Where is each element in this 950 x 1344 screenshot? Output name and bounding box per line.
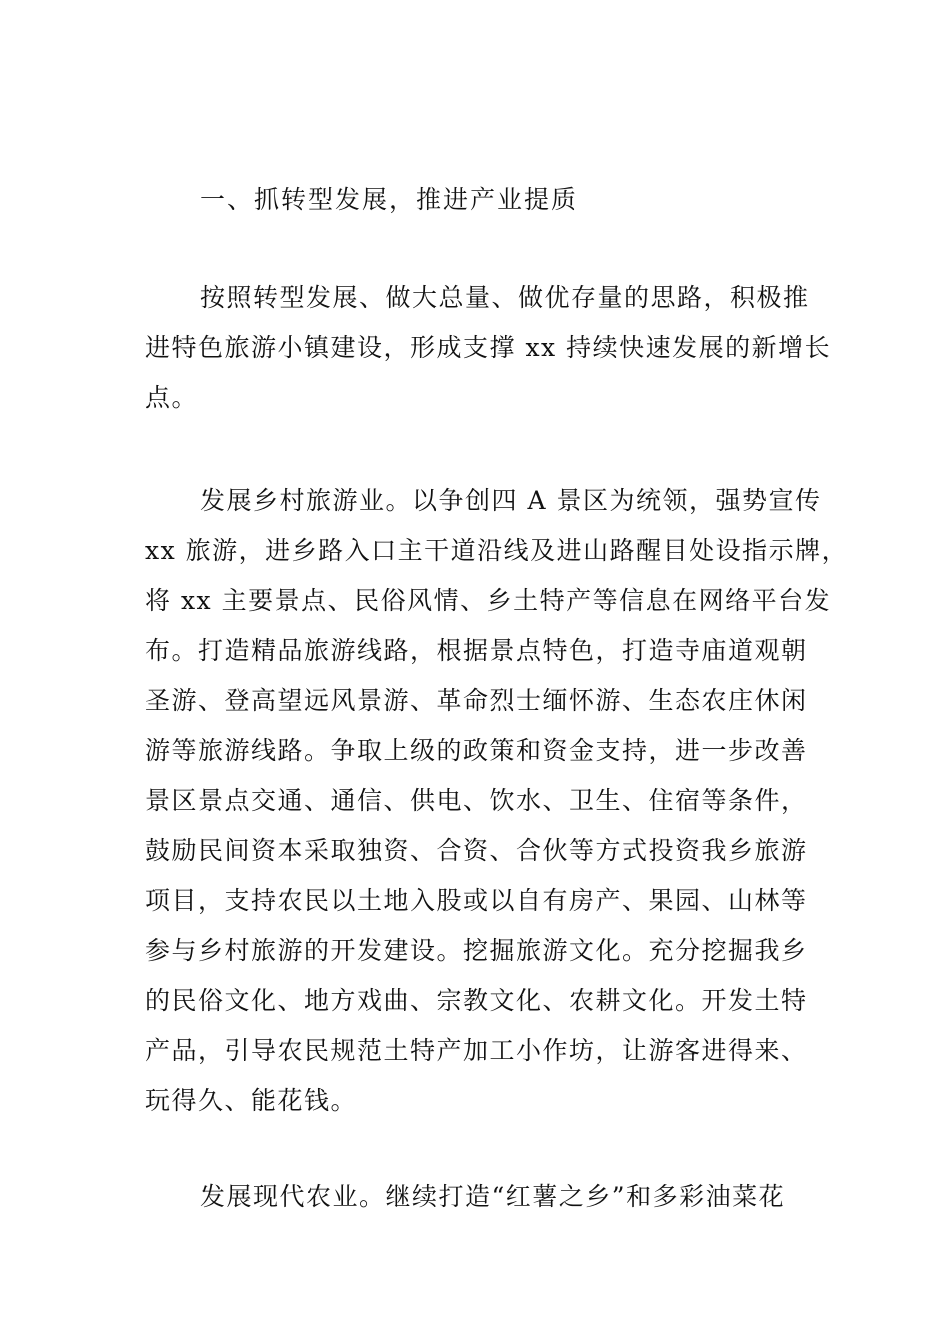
paragraph-line: 玩得久、能花钱。: [145, 1086, 358, 1115]
paragraph-2: [145, 476, 849, 1126]
paragraph-line: 游等旅游线路。争取上级的政策和资金支持，进一步改善: [145, 736, 808, 765]
paragraph-line: 布。打造精品旅游线路，根据景点特色，打造寺庙道观朝: [145, 636, 808, 665]
paragraph-line: 圣游、登高望远风景游、革命烈士缅怀游、生态农庄休闲: [145, 686, 808, 715]
paragraph-line: xx 旅游，进乡路入口主干道沿线及进山路醒目处设指示牌，: [145, 536, 849, 565]
paragraph-line: 发展现代农业。继续打造“红薯之乡”和多彩油菜花: [200, 1182, 786, 1211]
paragraph-line: 鼓励民间资本采取独资、合资、合伙等方式投资我乡旅游: [145, 836, 808, 865]
paragraph-line: 按照转型发展、做大总量、做优存量的思路，积极推: [200, 283, 810, 312]
paragraph-line: 的民俗文化、地方戏曲、宗教文化、农耕文化。开发土特: [145, 986, 808, 1015]
paragraph-line: 景区景点交通、通信、供电、饮水、卫生、住宿等条件，: [145, 786, 808, 815]
paragraph-line: 将 xx 主要景点、民俗风情、乡土特产等信息在网络平台发: [145, 586, 832, 615]
section-heading: 一、抓转型发展，推进产业提质: [200, 185, 579, 214]
paragraph-line: 产品，引导农民规范土特产加工小作坊，让游客进得来、: [145, 1036, 808, 1065]
paragraph-line: 项目，支持农民以土地入股或以自有房产、果园、山林等: [145, 886, 808, 915]
paragraph-line: 点。: [145, 383, 199, 412]
paragraph-line: 进特色旅游小镇建设，形成支撑 xx 持续快速发展的新增长: [145, 333, 832, 362]
paragraph-line: 发展乡村旅游业。以争创四 A 景区为统领，强势宣传: [200, 486, 822, 515]
paragraph-3: [145, 1172, 810, 1222]
paragraph-1: [145, 273, 832, 423]
paragraph-line: 参与乡村旅游的开发建设。挖掘旅游文化。充分挖掘我乡: [145, 936, 808, 965]
